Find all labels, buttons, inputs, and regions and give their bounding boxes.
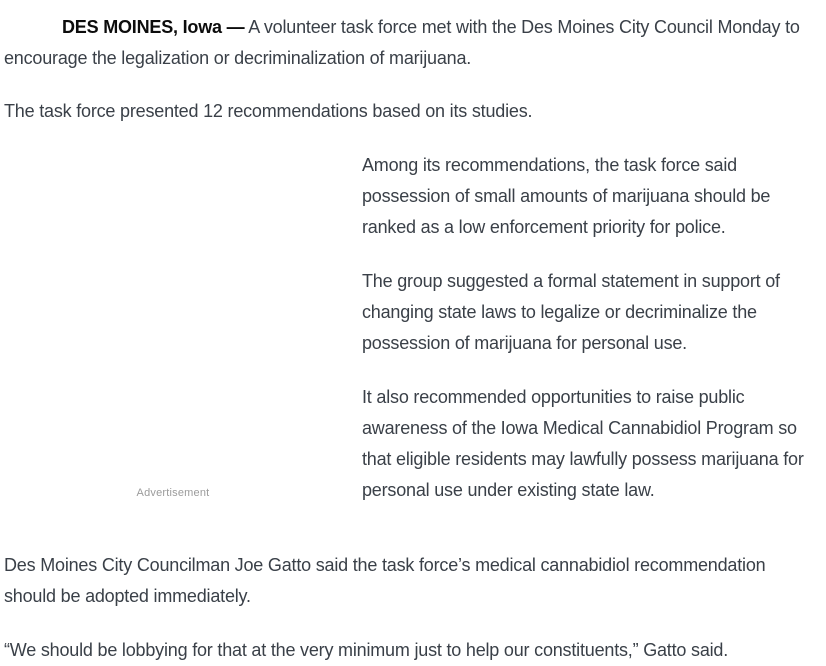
dateline: DES MOINES, Iowa — xyxy=(62,17,245,37)
article-paragraph: “We should be lobbying for that at the very minimum just to help our constituents,” Gatto said. xyxy=(4,640,729,660)
ad-slot xyxy=(4,164,342,500)
ad-label: Advertisement xyxy=(136,487,210,499)
article-paragraph: Among its recommendations, the task force said possession of small amounts of marijuana should be ranked as a low enforcement priority for police. xyxy=(362,155,771,237)
article-paragraph: It also recommended opportunities to raise public awareness of the Iowa Medical Cannabidiol Program so that eligible residents may lawfully possess marijuana for personal use under existing state law. xyxy=(362,387,804,500)
article-paragraph-lead xyxy=(4,12,812,74)
article-paragraph: Des Moines City Councilman Joe Gatto said the task force’s medical cannabidiol recommendation should be adopted immediately. xyxy=(4,555,766,606)
article-paragraph: The task force presented 12 recommendations based on its studies. xyxy=(4,101,533,121)
article-paragraph: The group suggested a formal statement in support of changing state laws to legalize or decriminalize the possession of marijuana for personal use. xyxy=(362,271,780,353)
lead-paragraph-text: A volunteer task force met with the Des Moines City Council Monday to encourage the legalization or decriminalization of marijuana. xyxy=(4,17,800,68)
